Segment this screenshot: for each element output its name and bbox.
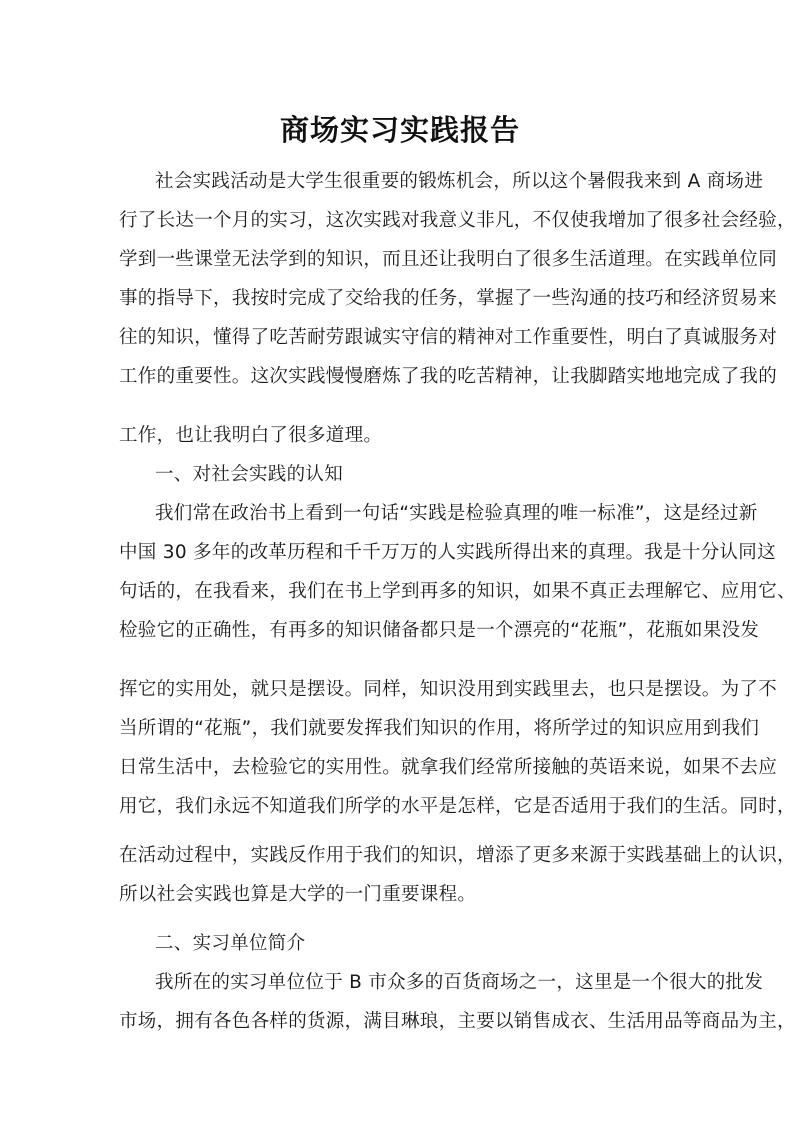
paragraph-line: 中国 30 多年的改革历程和千千万万的人实践所得出来的真理。我是十分认同这 <box>119 542 776 563</box>
paragraph-line: 我所在的实习单位位于 B 市众多的百货商场之一，这里是一个很大的批发 <box>155 972 764 993</box>
paragraph-line: 往的知识，懂得了吃苦耐劳跟诚实守信的精神对工作重要性，明白了真诚服务对 <box>119 327 778 348</box>
section-heading-2: 二、实习单位简介 <box>155 933 306 954</box>
paragraph-line: 学到一些课堂无法学到的知识，而且还让我明白了很多生活道理。在实践单位同 <box>119 249 778 270</box>
paragraph-line: 当所谓的“花瓶”，我们就要发挥我们知识的作用，将所学过的知识应用到我们 <box>119 718 760 739</box>
paragraph-line: 我们常在政治书上看到一句话“实践是检验真理的唯一标准”，这是经过新 <box>155 503 758 524</box>
document-title: 商场实习实践报告 <box>279 113 520 147</box>
paragraph-line: 挥它的实用处，就只是摆设。同样，知识没用到实践里去，也只是摆设。为了不 <box>119 679 778 700</box>
paragraph-line: 工作，也让我明白了很多道理。 <box>119 425 383 446</box>
paragraph-line: 行了长达一个月的实习，这次实践对我意义非凡，不仅使我增加了很多社会经验， <box>119 210 796 231</box>
paragraph-line: 工作的重要性。这次实践慢慢磨炼了我的吃苦精神，让我脚踏实地地完成了我的 <box>119 366 778 387</box>
section-heading-1: 一、对社会实践的认知 <box>155 464 344 485</box>
paragraph-line: 检验它的正确性，有再多的知识储备都只是一个漂亮的“花瓶”，花瓶如果没发 <box>119 620 760 641</box>
paragraph-line: 社会实践活动是大学生很重要的锻炼机会，所以这个暑假我来到 A 商场进 <box>155 171 764 192</box>
paragraph-line: 日常生活中，去检验它的实用性。就拿我们经常所接触的英语来说，如果不去应 <box>119 757 778 778</box>
paragraph-line: 在活动过程中，实践反作用于我们的知识，增添了更多来源于实践基础上的认识， <box>119 845 796 866</box>
paragraph-line: 事的指导下，我按时完成了交给我的任务，掌握了一些沟通的技巧和经济贸易来 <box>119 288 778 309</box>
paragraph-line: 市场，拥有各色各样的货源，满目琳琅，主要以销售成衣、生活用品等商品为主， <box>119 1011 796 1032</box>
paragraph-line: 句话的，在我看来，我们在书上学到再多的知识，如果不真正去理解它、应用它、 <box>119 581 796 602</box>
paragraph-line: 用它，我们永远不知道我们所学的水平是怎样，它是否适用于我们的生活。同时， <box>119 796 796 817</box>
paragraph-line: 所以社会实践也算是大学的一门重要课程。 <box>119 884 477 905</box>
